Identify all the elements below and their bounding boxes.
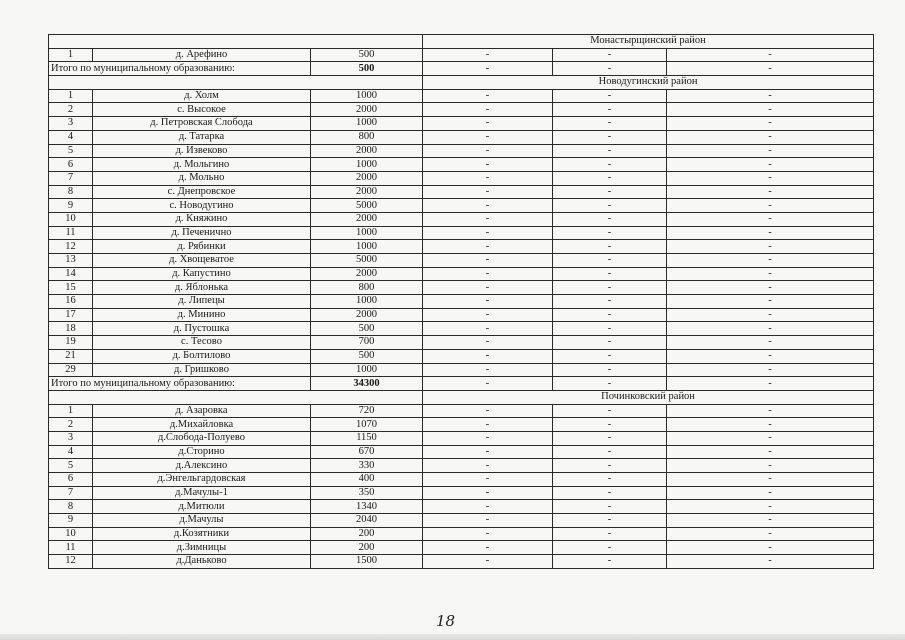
table-row bbox=[49, 431, 874, 445]
section-header-row bbox=[49, 76, 874, 90]
total-column-6: - bbox=[667, 377, 874, 391]
column-6-value: - bbox=[667, 336, 874, 350]
column-4-value: - bbox=[423, 336, 553, 350]
row-number: 3 bbox=[49, 117, 93, 131]
table-row bbox=[49, 486, 874, 500]
settlement-value: 720 bbox=[311, 404, 423, 418]
settlement-name: д.Сторино bbox=[93, 445, 311, 459]
column-6-value: - bbox=[667, 363, 874, 377]
column-5-value: - bbox=[553, 281, 667, 295]
settlement-value: 500 bbox=[311, 48, 423, 62]
document-sheet bbox=[48, 34, 873, 569]
column-6-value: - bbox=[667, 226, 874, 240]
column-5-value: - bbox=[553, 336, 667, 350]
column-4-value: - bbox=[423, 89, 553, 103]
column-6-value: - bbox=[667, 254, 874, 268]
column-6-value: - bbox=[667, 527, 874, 541]
settlement-value: 2000 bbox=[311, 171, 423, 185]
settlement-value: 5000 bbox=[311, 254, 423, 268]
column-5-value: - bbox=[553, 158, 667, 172]
row-number: 2 bbox=[49, 103, 93, 117]
column-6-value: - bbox=[667, 500, 874, 514]
column-4-value: - bbox=[423, 226, 553, 240]
column-5-value: - bbox=[553, 473, 667, 487]
column-4-value: - bbox=[423, 103, 553, 117]
column-5-value: - bbox=[553, 171, 667, 185]
column-6-value: - bbox=[667, 103, 874, 117]
column-5-value: - bbox=[553, 486, 667, 500]
section-spacer-cell bbox=[49, 390, 423, 404]
column-6-value: - bbox=[667, 267, 874, 281]
column-5-value: - bbox=[553, 254, 667, 268]
column-6-value: - bbox=[667, 144, 874, 158]
column-4-value: - bbox=[423, 431, 553, 445]
settlement-name: д. Мольно bbox=[93, 171, 311, 185]
settlement-value: 800 bbox=[311, 281, 423, 295]
column-6-value: - bbox=[667, 322, 874, 336]
column-4-value: - bbox=[423, 349, 553, 363]
settlement-value: 2000 bbox=[311, 103, 423, 117]
settlement-name: д. Печенично bbox=[93, 226, 311, 240]
table-row bbox=[49, 473, 874, 487]
column-4-value: - bbox=[423, 500, 553, 514]
column-5-value: - bbox=[553, 240, 667, 254]
column-5-value: - bbox=[553, 349, 667, 363]
section-spacer-cell bbox=[49, 35, 423, 49]
row-number: 4 bbox=[49, 130, 93, 144]
column-6-value: - bbox=[667, 473, 874, 487]
row-number: 8 bbox=[49, 185, 93, 199]
column-5-value: - bbox=[553, 322, 667, 336]
table-row bbox=[49, 48, 874, 62]
column-6-value: - bbox=[667, 199, 874, 213]
total-column-5: - bbox=[553, 377, 667, 391]
column-6-value: - bbox=[667, 117, 874, 131]
table-row bbox=[49, 541, 874, 555]
row-number: 5 bbox=[49, 144, 93, 158]
column-4-value: - bbox=[423, 308, 553, 322]
column-5-value: - bbox=[553, 308, 667, 322]
column-6-value: - bbox=[667, 130, 874, 144]
row-number: 10 bbox=[49, 212, 93, 226]
row-number: 11 bbox=[49, 226, 93, 240]
section-title: Монастырщинский район bbox=[423, 35, 874, 49]
column-5-value: - bbox=[553, 363, 667, 377]
column-4-value: - bbox=[423, 158, 553, 172]
column-5-value: - bbox=[553, 514, 667, 528]
table-row bbox=[49, 144, 874, 158]
settlement-name: д.Михайловка bbox=[93, 418, 311, 432]
total-column-4: - bbox=[423, 377, 553, 391]
column-4-value: - bbox=[423, 459, 553, 473]
total-value: 34300 bbox=[311, 377, 423, 391]
column-5-value: - bbox=[553, 418, 667, 432]
settlement-name: д.Слобода-Полуево bbox=[93, 431, 311, 445]
settlement-name: д.Мачулы bbox=[93, 514, 311, 528]
table-row bbox=[49, 103, 874, 117]
settlement-name: д. Мольгино bbox=[93, 158, 311, 172]
total-column-4: - bbox=[423, 62, 553, 76]
row-number: 7 bbox=[49, 171, 93, 185]
settlement-name: д. Рябинки bbox=[93, 240, 311, 254]
table-row bbox=[49, 500, 874, 514]
settlement-value: 350 bbox=[311, 486, 423, 500]
settlement-value: 2000 bbox=[311, 144, 423, 158]
column-4-value: - bbox=[423, 240, 553, 254]
column-4-value: - bbox=[423, 212, 553, 226]
column-5-value: - bbox=[553, 144, 667, 158]
settlement-name: д. Петровская Слобода bbox=[93, 117, 311, 131]
column-5-value: - bbox=[553, 527, 667, 541]
settlement-value: 700 bbox=[311, 336, 423, 350]
column-5-value: - bbox=[553, 226, 667, 240]
row-number: 1 bbox=[49, 404, 93, 418]
column-4-value: - bbox=[423, 418, 553, 432]
settlement-value: 5000 bbox=[311, 199, 423, 213]
column-4-value: - bbox=[423, 404, 553, 418]
column-4-value: - bbox=[423, 254, 553, 268]
column-4-value: - bbox=[423, 281, 553, 295]
row-number: 5 bbox=[49, 459, 93, 473]
table-row bbox=[49, 555, 874, 569]
column-6-value: - bbox=[667, 89, 874, 103]
row-number: 17 bbox=[49, 308, 93, 322]
column-6-value: - bbox=[667, 349, 874, 363]
settlement-name: д. Холм bbox=[93, 89, 311, 103]
row-number: 1 bbox=[49, 89, 93, 103]
column-6-value: - bbox=[667, 431, 874, 445]
settlement-value: 1000 bbox=[311, 240, 423, 254]
column-4-value: - bbox=[423, 514, 553, 528]
settlement-name: д. Капустино bbox=[93, 267, 311, 281]
settlement-name: д.Зимницы bbox=[93, 541, 311, 555]
table-row bbox=[49, 322, 874, 336]
table-row bbox=[49, 336, 874, 350]
settlement-value: 1340 bbox=[311, 500, 423, 514]
column-5-value: - bbox=[553, 103, 667, 117]
settlement-value: 2000 bbox=[311, 308, 423, 322]
row-number: 9 bbox=[49, 514, 93, 528]
column-6-value: - bbox=[667, 48, 874, 62]
row-number: 13 bbox=[49, 254, 93, 268]
column-4-value: - bbox=[423, 130, 553, 144]
column-4-value: - bbox=[423, 486, 553, 500]
column-5-value: - bbox=[553, 130, 667, 144]
settlement-name: с. Новодугино bbox=[93, 199, 311, 213]
column-6-value: - bbox=[667, 514, 874, 528]
settlement-name: д. Болтилово bbox=[93, 349, 311, 363]
settlement-name: д.Алексино bbox=[93, 459, 311, 473]
column-5-value: - bbox=[553, 459, 667, 473]
total-column-5: - bbox=[553, 62, 667, 76]
column-5-value: - bbox=[553, 89, 667, 103]
column-5-value: - bbox=[553, 541, 667, 555]
row-number: 12 bbox=[49, 555, 93, 569]
column-5-value: - bbox=[553, 555, 667, 569]
settlement-value: 330 bbox=[311, 459, 423, 473]
row-number: 21 bbox=[49, 349, 93, 363]
column-6-value: - bbox=[667, 445, 874, 459]
section-header-row bbox=[49, 35, 874, 49]
total-value: 500 bbox=[311, 62, 423, 76]
section-spacer-cell bbox=[49, 76, 423, 90]
settlement-name: д.Даньково bbox=[93, 555, 311, 569]
row-number: 14 bbox=[49, 267, 93, 281]
table-row bbox=[49, 226, 874, 240]
row-number: 2 bbox=[49, 418, 93, 432]
column-6-value: - bbox=[667, 418, 874, 432]
column-5-value: - bbox=[553, 212, 667, 226]
table-row bbox=[49, 212, 874, 226]
column-4-value: - bbox=[423, 48, 553, 62]
column-6-value: - bbox=[667, 308, 874, 322]
settlements-table bbox=[48, 34, 874, 569]
row-number: 12 bbox=[49, 240, 93, 254]
total-row bbox=[49, 377, 874, 391]
settlement-name: д.Козятники bbox=[93, 527, 311, 541]
table-row bbox=[49, 254, 874, 268]
table-row bbox=[49, 267, 874, 281]
settlement-name: д. Липецы bbox=[93, 295, 311, 309]
table-row bbox=[49, 171, 874, 185]
settlement-value: 400 bbox=[311, 473, 423, 487]
row-number: 15 bbox=[49, 281, 93, 295]
settlement-name: с. Высокое bbox=[93, 103, 311, 117]
table-row bbox=[49, 158, 874, 172]
column-4-value: - bbox=[423, 144, 553, 158]
row-number: 19 bbox=[49, 336, 93, 350]
column-4-value: - bbox=[423, 527, 553, 541]
column-6-value: - bbox=[667, 185, 874, 199]
settlement-value: 200 bbox=[311, 541, 423, 555]
row-number: 29 bbox=[49, 363, 93, 377]
section-header-row bbox=[49, 390, 874, 404]
row-number: 3 bbox=[49, 431, 93, 445]
column-4-value: - bbox=[423, 171, 553, 185]
settlement-value: 1070 bbox=[311, 418, 423, 432]
settlement-name: д. Хвощеватое bbox=[93, 254, 311, 268]
total-label: Итого по муниципальному образованию: bbox=[49, 377, 311, 391]
row-number: 10 bbox=[49, 527, 93, 541]
settlement-value: 500 bbox=[311, 349, 423, 363]
settlement-name: д. Гришково bbox=[93, 363, 311, 377]
column-5-value: - bbox=[553, 48, 667, 62]
settlement-value: 2000 bbox=[311, 212, 423, 226]
section-title: Починковский район bbox=[423, 390, 874, 404]
column-6-value: - bbox=[667, 486, 874, 500]
column-5-value: - bbox=[553, 404, 667, 418]
row-number: 16 bbox=[49, 295, 93, 309]
column-4-value: - bbox=[423, 445, 553, 459]
total-label: Итого по муниципальному образованию: bbox=[49, 62, 311, 76]
table-row bbox=[49, 527, 874, 541]
column-5-value: - bbox=[553, 185, 667, 199]
column-4-value: - bbox=[423, 541, 553, 555]
column-6-value: - bbox=[667, 459, 874, 473]
column-5-value: - bbox=[553, 445, 667, 459]
table-row bbox=[49, 363, 874, 377]
settlement-name: д.Митюли bbox=[93, 500, 311, 514]
table-row bbox=[49, 185, 874, 199]
settlement-value: 1000 bbox=[311, 117, 423, 131]
settlement-value: 2040 bbox=[311, 514, 423, 528]
settlement-value: 200 bbox=[311, 527, 423, 541]
settlement-value: 1150 bbox=[311, 431, 423, 445]
settlement-name: д. Татарка bbox=[93, 130, 311, 144]
column-5-value: - bbox=[553, 295, 667, 309]
settlement-name: д. Арефино bbox=[93, 48, 311, 62]
column-5-value: - bbox=[553, 267, 667, 281]
column-6-value: - bbox=[667, 281, 874, 295]
row-number: 4 bbox=[49, 445, 93, 459]
column-4-value: - bbox=[423, 555, 553, 569]
settlement-name: с. Тесово bbox=[93, 336, 311, 350]
row-number: 11 bbox=[49, 541, 93, 555]
settlement-value: 1000 bbox=[311, 295, 423, 309]
column-4-value: - bbox=[423, 117, 553, 131]
settlement-value: 1000 bbox=[311, 158, 423, 172]
table-row bbox=[49, 295, 874, 309]
column-4-value: - bbox=[423, 199, 553, 213]
table-row bbox=[49, 349, 874, 363]
page-number: 18 bbox=[436, 612, 456, 630]
column-6-value: - bbox=[667, 541, 874, 555]
section-title: Новодугинский район bbox=[423, 76, 874, 90]
settlement-value: 2000 bbox=[311, 267, 423, 281]
column-5-value: - bbox=[553, 199, 667, 213]
settlement-value: 800 bbox=[311, 130, 423, 144]
settlement-value: 1000 bbox=[311, 89, 423, 103]
row-number: 6 bbox=[49, 473, 93, 487]
column-4-value: - bbox=[423, 473, 553, 487]
column-5-value: - bbox=[553, 117, 667, 131]
settlement-name: д. Минино bbox=[93, 308, 311, 322]
settlement-value: 1500 bbox=[311, 555, 423, 569]
column-6-value: - bbox=[667, 171, 874, 185]
settlement-name: д. Пустошка bbox=[93, 322, 311, 336]
row-number: 1 bbox=[49, 48, 93, 62]
table-row bbox=[49, 459, 874, 473]
settlement-value: 500 bbox=[311, 322, 423, 336]
table-row bbox=[49, 281, 874, 295]
column-5-value: - bbox=[553, 431, 667, 445]
column-4-value: - bbox=[423, 322, 553, 336]
row-number: 8 bbox=[49, 500, 93, 514]
total-row bbox=[49, 62, 874, 76]
row-number: 7 bbox=[49, 486, 93, 500]
row-number: 6 bbox=[49, 158, 93, 172]
column-6-value: - bbox=[667, 404, 874, 418]
settlement-name: д. Яблонька bbox=[93, 281, 311, 295]
table-row bbox=[49, 404, 874, 418]
row-number: 18 bbox=[49, 322, 93, 336]
settlement-name: с. Днепровское bbox=[93, 185, 311, 199]
settlement-name: д. Азаровка bbox=[93, 404, 311, 418]
settlement-value: 670 bbox=[311, 445, 423, 459]
column-6-value: - bbox=[667, 158, 874, 172]
table-row bbox=[49, 308, 874, 322]
row-number: 9 bbox=[49, 199, 93, 213]
settlement-value: 2000 bbox=[311, 185, 423, 199]
table-row bbox=[49, 130, 874, 144]
column-6-value: - bbox=[667, 212, 874, 226]
settlement-name: д. Княжино bbox=[93, 212, 311, 226]
table-row bbox=[49, 418, 874, 432]
column-4-value: - bbox=[423, 267, 553, 281]
column-4-value: - bbox=[423, 363, 553, 377]
column-6-value: - bbox=[667, 295, 874, 309]
total-column-6: - bbox=[667, 62, 874, 76]
table-row bbox=[49, 445, 874, 459]
table-row bbox=[49, 89, 874, 103]
table-row bbox=[49, 117, 874, 131]
scan-edge bbox=[0, 634, 905, 640]
column-6-value: - bbox=[667, 240, 874, 254]
table-body bbox=[49, 35, 874, 569]
column-4-value: - bbox=[423, 295, 553, 309]
settlement-value: 1000 bbox=[311, 226, 423, 240]
table-row bbox=[49, 199, 874, 213]
table-row bbox=[49, 514, 874, 528]
column-4-value: - bbox=[423, 185, 553, 199]
settlement-name: д.Энгельгардовская bbox=[93, 473, 311, 487]
settlement-value: 1000 bbox=[311, 363, 423, 377]
column-5-value: - bbox=[553, 500, 667, 514]
column-6-value: - bbox=[667, 555, 874, 569]
settlement-name: д.Мачулы-1 bbox=[93, 486, 311, 500]
settlement-name: д. Извеково bbox=[93, 144, 311, 158]
table-row bbox=[49, 240, 874, 254]
